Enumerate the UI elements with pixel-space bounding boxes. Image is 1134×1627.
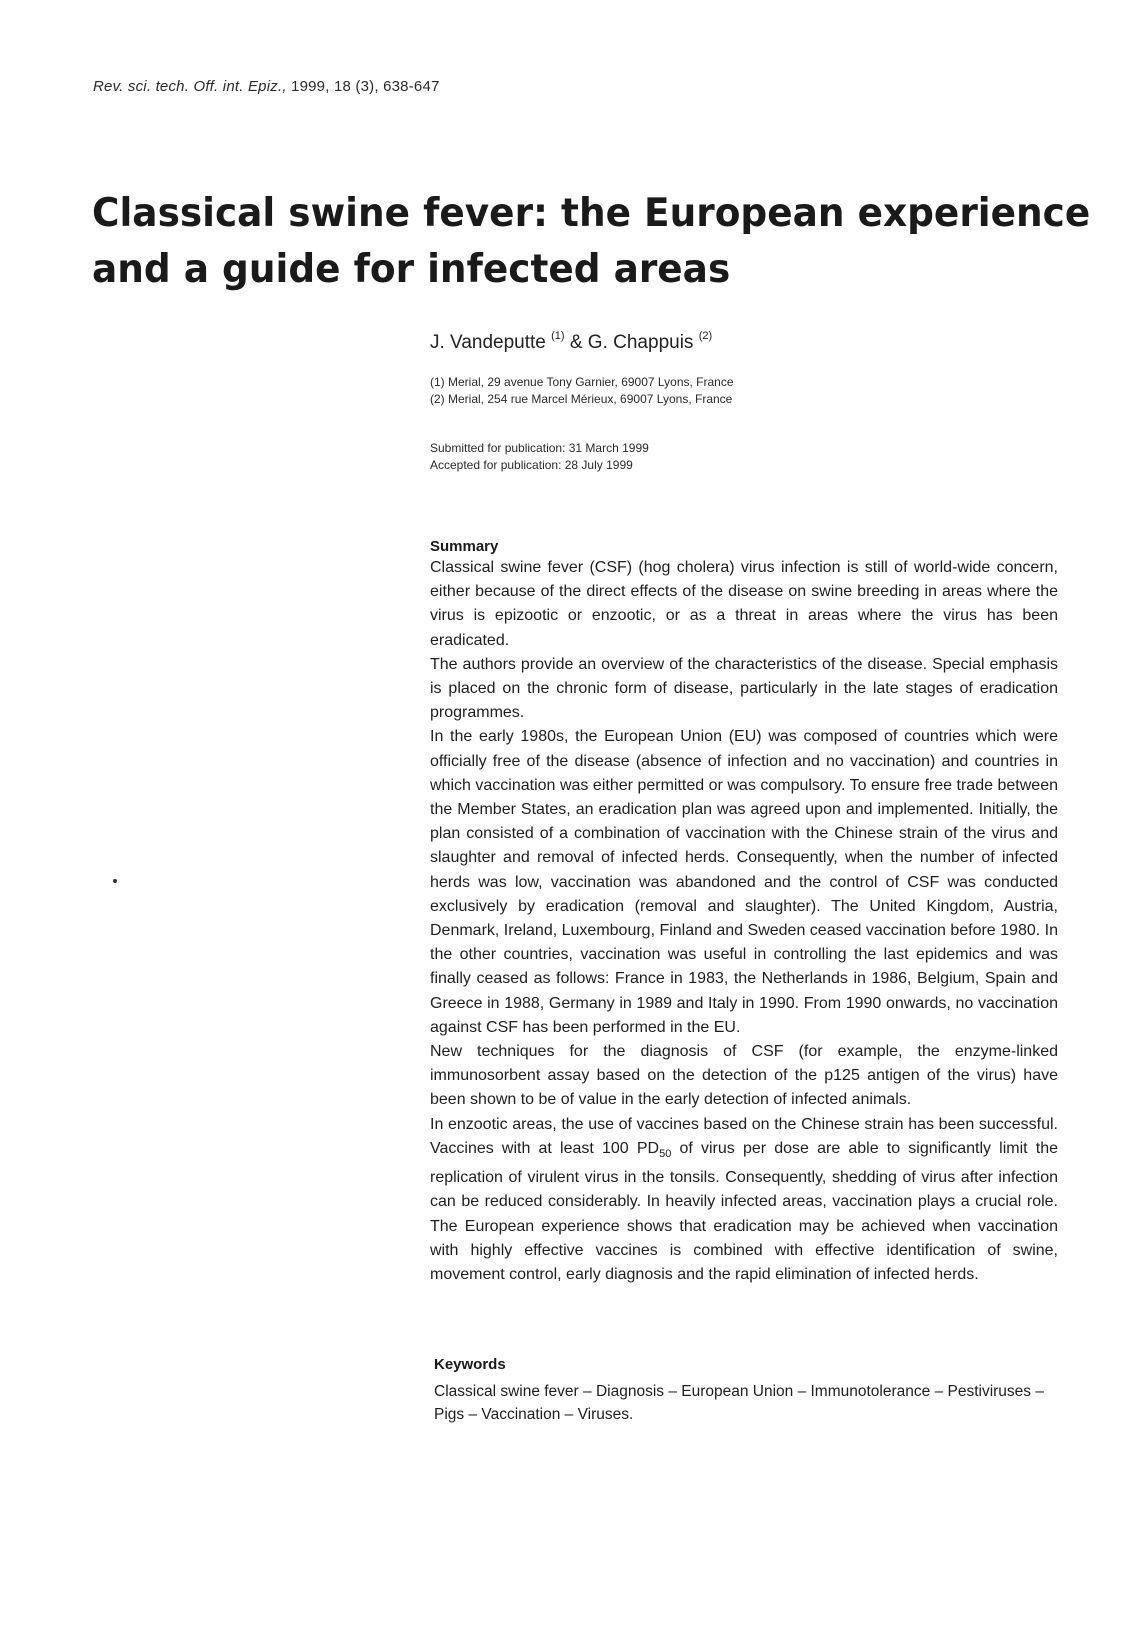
summary-body — [430, 556, 1058, 1287]
author-1: J. Vandeputte — [430, 332, 552, 353]
journal-citation — [93, 78, 440, 95]
keywords-heading: Keywords — [434, 1356, 506, 1373]
author-2: & G. Chappuis — [564, 332, 699, 353]
summary-heading: Summary — [430, 538, 499, 555]
summary-paragraph: Classical swine fever (CSF) (hog cholera) virus infection is still of world-wide concern, either because of the direct effects of the disease on swine breeding in areas where the virus is epizootic or enzootic, or as a threat in areas where the virus has been eradicated. — [430, 559, 1058, 649]
title-line-1: Classical swine fever: the European experience — [92, 191, 1091, 236]
summary-paragraph: In the early 1980s, the European Union (EU) was composed of countries which were officially free of the disease (absence of infection and no vaccination) and countries in which vaccination was either permitted or was compulsory. To ensure free trade between the Member States, an eradication plan was agreed upon and implemented. Initially, the plan consisted of a combination of vaccination with the Chinese strain of the virus and slaughter and removal of infected herds. Consequently, when the number of infected herds was low, vaccination was abandoned and the control of CSF was conducted exclusively by eradication (removal and slaughter). The United Kingdom, Austria, Denmark, Ireland, Luxembourg, Finland and Sweden ceased vaccination before 1980. In the other countries, vaccination was useful in controlling the last epidemics and was finally ceased as follows: France in 1983, the Netherlands in 1986, Belgium, Spain and Greece in 1988, Germany in 1989 and Italy in 1990. From 1990 onwards, no vaccination against CSF has been performed in the EU. — [430, 728, 1058, 1036]
affiliations — [430, 374, 734, 408]
submitted-date: Submitted for publication: 31 March 1999 — [430, 441, 649, 455]
summary-text: of virus per dose are able to significantly limit the replication of virulent virus in the tonsils. Consequently, shedding of virus after infection can be reduced considerably. In heavily infected areas, vaccination plays a crucial role. The European experience shows that eradication may be achieved when vaccination with highly effective vaccines is combined with effective identification of swine, movement control, early diagnosis and the rapid elimination of infected herds. — [430, 1139, 1059, 1284]
summary-text: In enzootic areas, the use of vaccines based on the Chinese strain has been successful. Vaccines with at least 100 PD — [430, 1115, 1058, 1157]
publication-dates — [430, 440, 649, 474]
affiliation-1: (1) Merial, 29 avenue Tony Garnier, 69007 Lyons, France — [430, 375, 734, 389]
author-1-affil-mark: (1) — [551, 329, 565, 342]
title-line-2: and a guide for infected areas — [92, 247, 731, 292]
summary-paragraph — [430, 1113, 1058, 1288]
scan-speck — [113, 879, 117, 883]
summary-paragraph: The authors provide an overview of the characteristics of the disease. Special emphasis is placed on the chronic form of disease, particularly in the late stages of eradication programmes. — [430, 655, 1058, 722]
subscript: 50 — [659, 1148, 672, 1161]
keywords-list: Classical swine fever – Diagnosis – European Union – Immunotolerance – Pestiviruses – Pigs – Vaccination – Viruses. — [434, 1383, 1044, 1423]
accepted-date: Accepted for publication: 28 July 1999 — [430, 458, 633, 472]
summary-paragraph: New techniques for the diagnosis of CSF (for example, the enzyme-linked immunosorbent assay based on the detection of the p125 antigen of the virus) have been shown to be of value in the early detection of infected animals. — [430, 1043, 1058, 1109]
article-title — [92, 186, 1091, 298]
affiliation-2: (2) Merial, 254 rue Marcel Mérieux, 69007 Lyons, France — [430, 392, 733, 406]
journal-volume-pages: 1999, 18 (3), 638-647 — [286, 78, 440, 95]
author-2-affil-mark: (2) — [698, 329, 713, 342]
journal-name: Rev. sci. tech. Off. int. Epiz., — [93, 78, 287, 95]
authors — [430, 329, 713, 354]
